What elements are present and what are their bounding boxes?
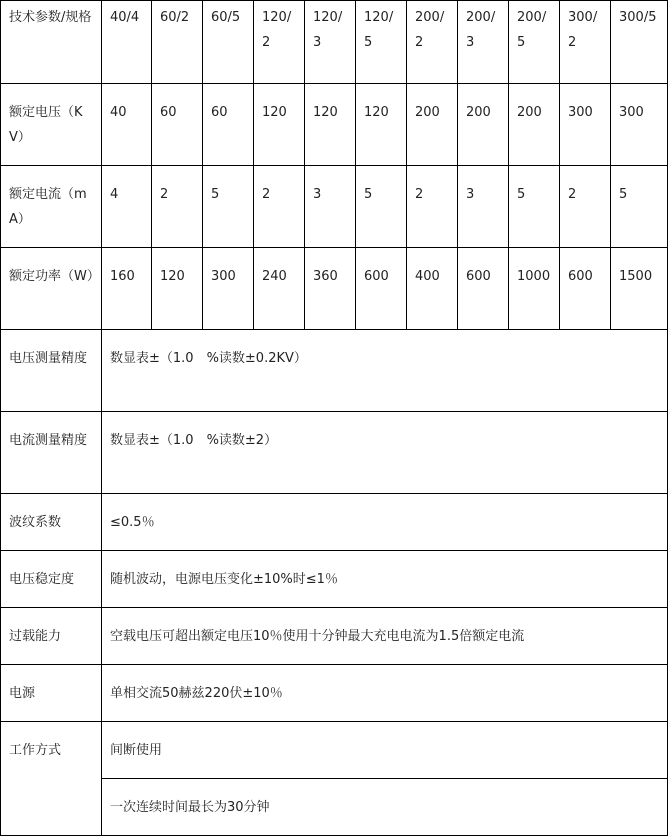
row-label: 额定电流（mA） <box>1 166 102 248</box>
table-row-current-accuracy <box>1 412 668 494</box>
table-row-rated-current <box>1 166 668 248</box>
table-row-work-mode <box>1 722 668 779</box>
table-cell: 200/5 <box>509 1 560 84</box>
table-cell: 1000 <box>509 248 560 330</box>
table-cell: 40 <box>102 84 152 166</box>
table-cell: 300 <box>560 84 611 166</box>
table-row-voltage-accuracy <box>1 330 668 412</box>
table-cell: 60/5 <box>203 1 254 84</box>
table-cell: 200/2 <box>407 1 458 84</box>
table-row-rated-voltage <box>1 84 668 166</box>
table-cell: 300/2 <box>560 1 611 84</box>
table-row-work-mode-limit <box>1 779 668 836</box>
table-row-rated-power <box>1 248 668 330</box>
table-cell: 600 <box>560 248 611 330</box>
table-cell: 40/4 <box>102 1 152 84</box>
spec-value: ≤0.5％ <box>102 494 668 551</box>
table-cell: 60/2 <box>152 1 203 84</box>
table-cell: 200 <box>458 84 509 166</box>
table-row-voltage-stability <box>1 551 668 608</box>
table-cell: 200 <box>407 84 458 166</box>
table-cell: 60 <box>203 84 254 166</box>
table-cell: 160 <box>102 248 152 330</box>
table-cell: 120 <box>152 248 203 330</box>
spec-value: 数显表±（1.0 %读数±0.2KV） <box>102 330 668 412</box>
table-cell: 2 <box>560 166 611 248</box>
spec-value: 一次连续时间最长为30分钟 <box>102 779 668 836</box>
table-cell: 120/3 <box>305 1 356 84</box>
row-label: 过载能力 <box>1 608 102 665</box>
row-label: 电源 <box>1 665 102 722</box>
table-cell: 300 <box>203 248 254 330</box>
table-cell: 360 <box>305 248 356 330</box>
table-cell: 5 <box>356 166 407 248</box>
table-row-ripple <box>1 494 668 551</box>
table-cell: 600 <box>356 248 407 330</box>
table-cell: 400 <box>407 248 458 330</box>
table-cell: 120/5 <box>356 1 407 84</box>
table-cell: 1500 <box>611 248 668 330</box>
row-label: 额定功率（W） <box>1 248 102 330</box>
table-cell: 200 <box>509 84 560 166</box>
table-cell: 2 <box>254 166 305 248</box>
table-cell: 3 <box>305 166 356 248</box>
table-row-header <box>1 1 668 84</box>
table-cell: 120 <box>356 84 407 166</box>
row-label: 工作方式 <box>1 722 102 836</box>
spec-value: 间断使用 <box>102 722 668 779</box>
row-label: 额定电压（KV） <box>1 84 102 166</box>
row-label: 电流测量精度 <box>1 412 102 494</box>
row-label: 技术参数/规格 <box>1 1 102 84</box>
row-label: 电压稳定度 <box>1 551 102 608</box>
spec-value: 随机波动，电源电压变化±10%时≤1％ <box>102 551 668 608</box>
table-cell: 4 <box>102 166 152 248</box>
table-cell: 60 <box>152 84 203 166</box>
row-label: 波纹系数 <box>1 494 102 551</box>
spec-value: 单相交流50赫兹220伏±10％ <box>102 665 668 722</box>
table-cell: 120 <box>254 84 305 166</box>
table-cell: 5 <box>611 166 668 248</box>
table-cell: 120/2 <box>254 1 305 84</box>
table-cell: 240 <box>254 248 305 330</box>
table-cell: 5 <box>203 166 254 248</box>
table-cell: 300/5 <box>611 1 668 84</box>
spec-value: 数显表±（1.0 %读数±2） <box>102 412 668 494</box>
table-cell: 3 <box>458 166 509 248</box>
table-cell: 120 <box>305 84 356 166</box>
table-row-power-supply <box>1 665 668 722</box>
table-cell: 200/3 <box>458 1 509 84</box>
table-cell: 2 <box>407 166 458 248</box>
table-row-overload <box>1 608 668 665</box>
table-cell: 300 <box>611 84 668 166</box>
table-cell: 600 <box>458 248 509 330</box>
row-label: 电压测量精度 <box>1 330 102 412</box>
spec-value: 空载电压可超出额定电压10％使用十分钟最大充电电流为1.5倍额定电流 <box>102 608 668 665</box>
table-cell: 5 <box>509 166 560 248</box>
table-cell: 2 <box>152 166 203 248</box>
